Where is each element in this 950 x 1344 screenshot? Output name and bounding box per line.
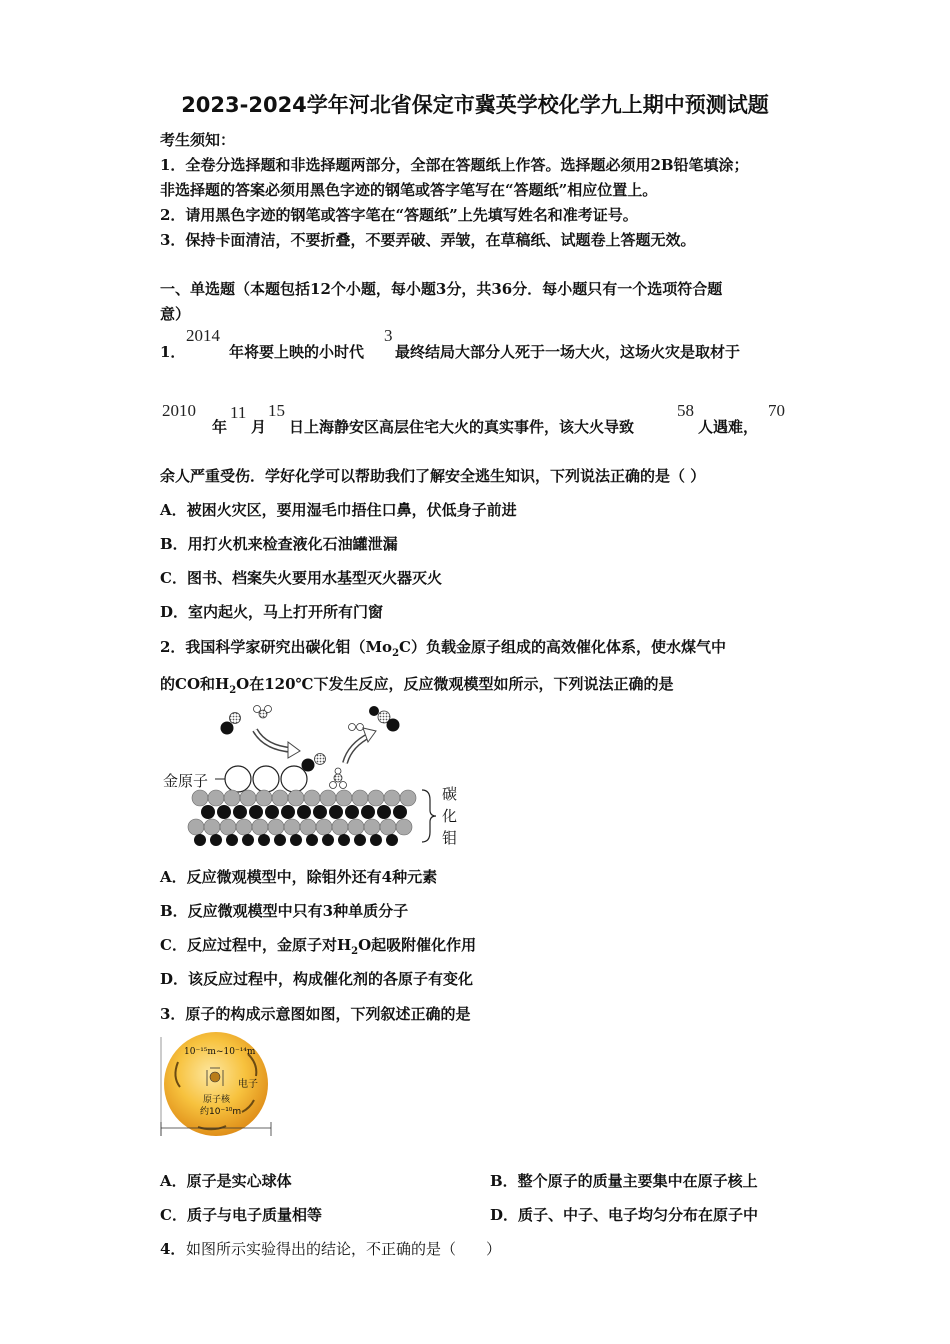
page-title: 2023-2024学年河北省保定市冀英学校化学九上期中预测试题 <box>181 93 769 117</box>
q4-number: 4． <box>160 1240 186 1258</box>
q3-stem: 3．原子的构成示意图如图，下列叙述正确的是 <box>160 1005 471 1023</box>
q1-option-c: C．图书、档案失火要用水基型灭火器灭火 <box>160 569 442 587</box>
q1-year-2010: 2010 <box>162 401 196 420</box>
section-heading: 一、单选题（本题包括12个小题，每小题3分，共36分．每小题只有一个选项符合题 <box>160 280 723 298</box>
q1-year-2014: 2014 <box>186 326 220 345</box>
q1-num-70: 70 <box>768 401 785 420</box>
q3-option-d: D．质子、中子、电子均匀分布在原子中 <box>490 1206 759 1224</box>
q1-option-b: B．用打火机来检查液化石油罐泄漏 <box>160 535 398 553</box>
q3-option-b: B．整个原子的质量主要集中在原子核上 <box>490 1172 758 1190</box>
notice-line-1: 1．全卷分选择题和非选择题两部分，全部在答题纸上作答。选择题必须用2B铅笔填涂； <box>160 156 749 174</box>
q1-num-3: 3 <box>384 326 393 345</box>
q1-num-58: 58 <box>677 401 694 420</box>
q2-stem-line-1: 2．我国科学家研究出碳化钼$(Mo_2C)$负载金原子组成的高效催化体系，使水煤气中 <box>160 638 726 659</box>
notice-line-2: 2．请用黑色字迹的钢笔或答字笔在“答题纸”上先填写姓名和准考证号。 <box>160 206 638 224</box>
mo-carbide-label-1: 碳 <box>442 785 458 803</box>
q3-option-a: A．原子是实心球体 <box>160 1172 292 1190</box>
q1-text-6: 人遇难， <box>698 418 759 436</box>
electron-label: 电子 <box>238 1079 258 1090</box>
q1-option-d: D．室内起火，马上打开所有门窗 <box>160 603 384 621</box>
q1-text-7: 余人严重受伤．学好化学可以帮助我们了解安全逃生知识，下列说法正确的是（ ） <box>160 467 706 485</box>
nucleus-size-label: 约10⁻¹⁰m <box>200 1107 242 1117</box>
q2-option-a: A．反应微观模型中，除钼外还有4种元素 <box>160 868 438 886</box>
q4-stem: 如图所示实验得出的结论，不正确的是（ ） <box>186 1240 502 1258</box>
notice-line-3: 3．保持卡面清洁，不要折叠，不要弄破、弄皱，在草稿纸、试题卷上答题无效。 <box>160 231 696 249</box>
gold-atom-label: 金原子 <box>163 772 209 790</box>
mo-carbide-label-2: 化 <box>442 807 458 825</box>
q1-num-15: 15 <box>268 401 285 420</box>
q1-number: 1． <box>160 343 186 361</box>
q2-option-c: C．反应过程中，金原子对$H_2O$起吸附催化作用 <box>160 936 477 957</box>
q3-option-c: C．质子与电子质量相等 <box>160 1206 322 1224</box>
q1-text-3: 年 <box>212 418 228 436</box>
atom-size-label: 10⁻¹⁵m~10⁻¹⁴m <box>184 1047 256 1057</box>
q2-option-b: B．反应微观模型中只有3种单质分子 <box>160 902 409 920</box>
mo-carbide-label-3: 钼 <box>442 829 458 847</box>
notice-heading: 考生须知： <box>160 131 236 149</box>
q1-text-4: 月 <box>251 418 267 436</box>
nucleus-label: 原子核 <box>203 1095 231 1105</box>
q2-option-d: D．该反应过程中，构成催化剂的各原子有变化 <box>160 970 474 988</box>
notice-line-1b: 非选择题的答案必须用黑色字迹的钢笔或答字笔写在“答题纸”相应位置上。 <box>160 181 658 199</box>
q1-num-11: 11 <box>230 403 247 422</box>
q2-stem-line-2: 的CO和$H_2O$在120℃下发生反应，反应微观模型如所示，下列说法正确的是 <box>160 675 674 696</box>
q1-text-2: 最终结局大部分人死于一场大火，这场火灾是取材于 <box>395 343 741 361</box>
q1-text-5: 日上海静安区高层住宅大火的真实事件，该大火导致 <box>289 418 635 436</box>
section-heading-cont: 意） <box>160 305 191 323</box>
q1-text-1: 年将要上映的小时代 <box>229 343 365 361</box>
q1-option-a: A．被困火灾区，要用湿毛巾捂住口鼻，伏低身子前进 <box>160 501 517 519</box>
